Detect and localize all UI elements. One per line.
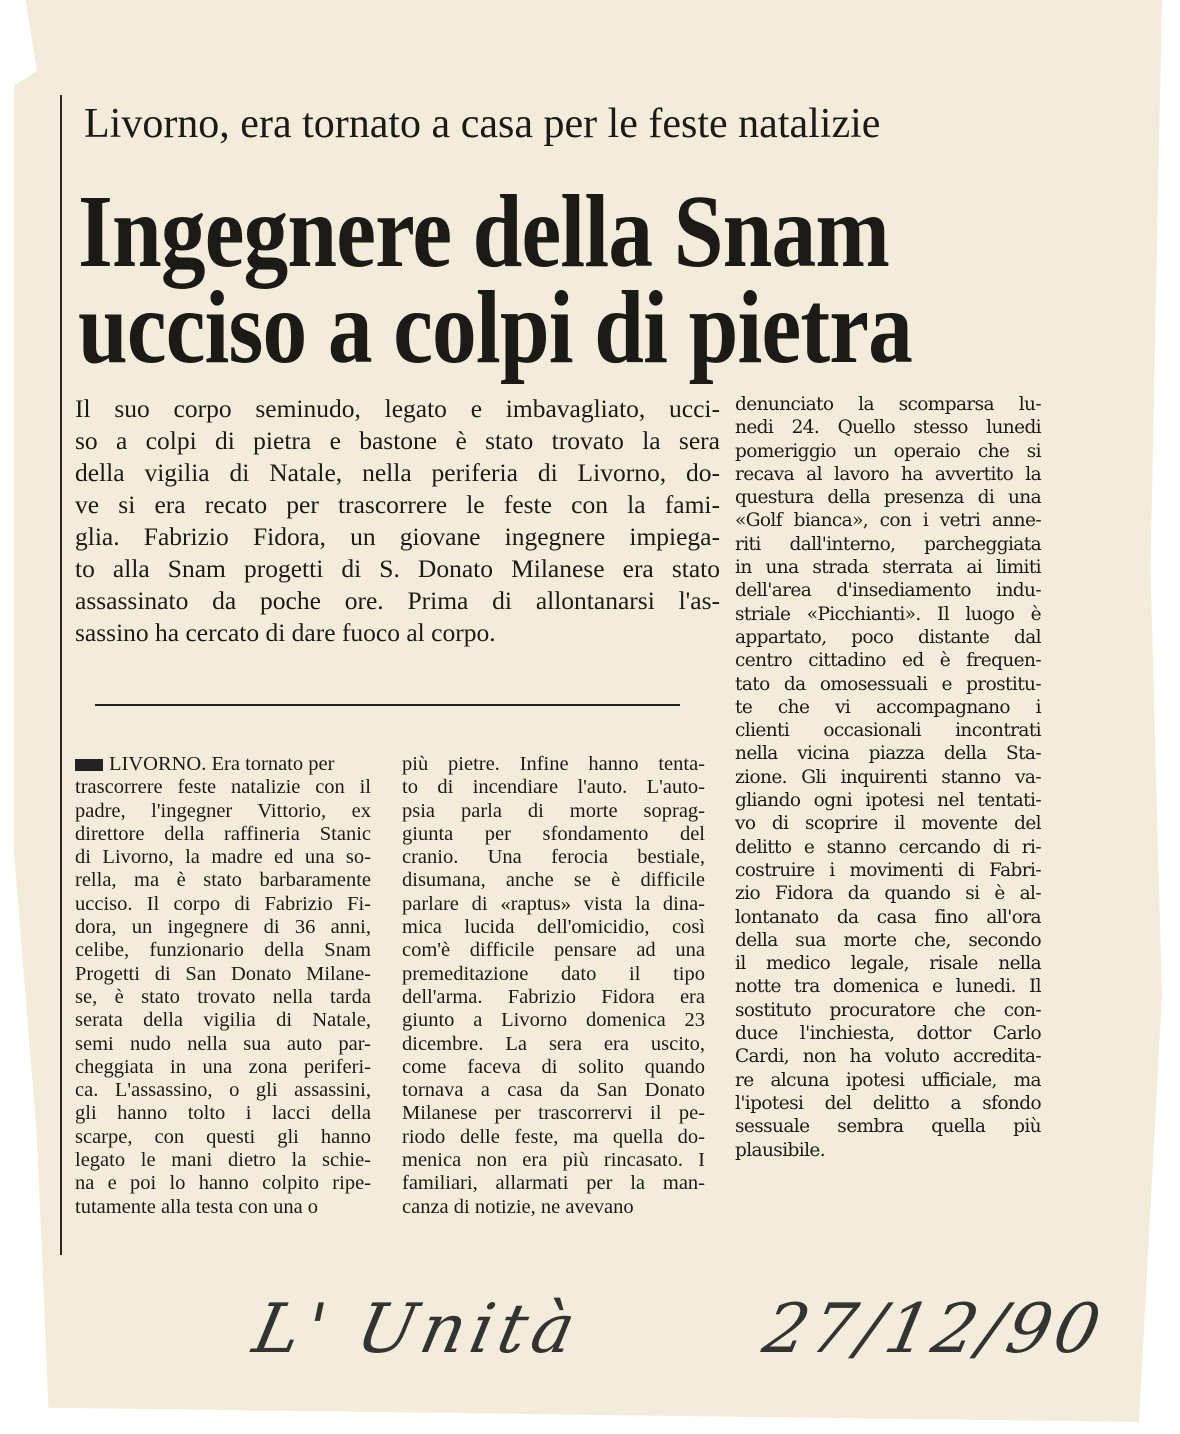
text-line: to di incendiare l'auto. L'auto- [402, 776, 705, 799]
text-line: cranio. Una ferocia bestiale, [402, 846, 705, 869]
text-line: dicembre. La sera era uscito, [402, 1032, 705, 1055]
text-line: zio Fidora da quando si è al- [735, 883, 1041, 905]
text-line: denunciato la scomparsa lu- [735, 394, 1041, 415]
text-line: plausibile. [735, 1139, 826, 1161]
text-line: dell'area d'insediamento indu- [735, 580, 1041, 602]
text-line: appartato, poco distante dal [735, 626, 1041, 648]
text-line: sassino ha cercato di dare fuoco al corpo. [75, 618, 496, 647]
text-line: giunta per sfondamento del [402, 822, 705, 845]
text-line: recava al lavoro ha avvertito la [735, 463, 1041, 485]
text-line: direttore della raffineria Stanic [75, 822, 371, 845]
text-line: costruire i movimenti di Fabri- [735, 859, 1041, 881]
text-line: zione. Gli inquirenti stanno va- [735, 766, 1041, 788]
text-line: scarpe, con questi gli hanno [75, 1125, 371, 1148]
lede [75, 393, 720, 649]
text-line: duce l'inchiesta, dottor Carlo [735, 1023, 1041, 1045]
text-line: cheggiata in una zona periferi- [75, 1055, 371, 1078]
text-line: menica non era più rincasato. I [402, 1149, 705, 1172]
text-line: striale «Picchianti». Il luogo è [735, 603, 1041, 625]
text-line: Milanese per trascorrervi il pe- [402, 1102, 705, 1125]
text-line: della vigilia di Natale, nella periferia di Livorno, do- [75, 458, 720, 487]
text-line: questura della presenza di una [735, 487, 1041, 509]
text-line: padre, l'ingegner Vittorio, ex [75, 799, 371, 822]
text-line: lontanato da casa fino all'ora [735, 906, 1041, 928]
text-line: mica lucida dell'omicidio, così [402, 916, 705, 939]
text-line: rella, ma è stato barbaramente [75, 869, 371, 892]
text-line: legato le mani dietro la schie- [75, 1149, 371, 1172]
text-line: psia parla di morte soprag- [402, 799, 705, 822]
text-line: nella vicina piazza della Sta- [735, 743, 1041, 765]
body-column-1 [75, 753, 371, 1219]
column-rule [60, 95, 62, 1255]
kicker: Livorno, era tornato a casa per le feste natalizie [84, 101, 881, 147]
text-line: pomeriggio un operaio che si [735, 440, 1041, 462]
text-line: come faceva di solito quando [402, 1055, 705, 1078]
text-line [75, 753, 371, 776]
text-line: disumana, anche se è difficile [402, 869, 705, 892]
text-line: giunto a Livorno domenica 23 [402, 1009, 705, 1032]
text-line: gli hanno tolto i lacci della [75, 1102, 371, 1125]
text-line: gliando ogni ipotesi nel tentati- [735, 790, 1041, 812]
text-line: serata della vigilia di Natale, [75, 1009, 371, 1032]
headline-line: Ingegnere della Snam [78, 174, 889, 289]
text-line: delitto e stanno cercando di ri- [735, 836, 1041, 858]
text-line: premeditazione dato il tipo [402, 962, 705, 985]
text-line: Progetti di San Donato Milane- [75, 962, 371, 985]
text-line: semi nudo nella sua auto par- [75, 1032, 371, 1055]
handwritten-date: 27/12/90 [756, 1290, 1111, 1369]
text-line: ve si era recato per trascorrere le feste con la fami- [75, 490, 720, 519]
text-line: re alcuna ipotesi ufficiale, ma [735, 1069, 1041, 1091]
text-line: della sua morte che, secondo [735, 929, 1041, 951]
text-line: sostituto procuratore che con- [735, 999, 1041, 1021]
text-line: l'ipotesi del delitto a sfondo [735, 1092, 1041, 1114]
dateline-block [75, 759, 103, 771]
text-line: centro cittadino ed è frequen- [735, 650, 1041, 672]
text-line: ca. L'assassino, o gli assassini, [75, 1079, 371, 1102]
text-line: nedi 24. Quello stesso lunedi [735, 417, 1041, 439]
text-line: il medico legale, risale nella [735, 953, 1041, 975]
text-line: ucciso. Il corpo di Fabrizio Fi- [75, 892, 371, 915]
text-line: tutamente alla testa con una o [75, 1195, 319, 1218]
text-line: in una strada sterrata ai limiti [735, 557, 1041, 579]
text-line: assassinato da poche ore. Prima di allontanarsi l'as- [75, 586, 720, 615]
text-line: Cardi, non ha voluto accredita- [735, 1046, 1041, 1068]
body-column-3 [735, 393, 1041, 1162]
text-line: vo di scoprire il movente del [735, 813, 1041, 835]
text-line: se, è stato trovato nella tarda [75, 985, 371, 1008]
text-line: Il suo corpo seminudo, legato e imbavagliato, ucci- [75, 394, 720, 423]
text-line: riodo delle feste, ma quella do- [402, 1125, 705, 1148]
text-line: parlare di «raptus» vista la dina- [402, 892, 705, 915]
text-line: com'è difficile pensare ad una [402, 939, 705, 962]
text-line: tato da omosessuali e prostitu- [735, 673, 1041, 695]
divider [95, 704, 680, 706]
text-line: na e poi lo hanno colpito ripe- [75, 1172, 371, 1195]
text-line: sessuale sembra quella più [735, 1116, 1041, 1138]
text-line: più pietre. Infine hanno tenta- [402, 753, 705, 775]
text-line: so a colpi di pietra e bastone è stato trovato la sera [75, 426, 720, 455]
text-line: notte tra domenica e lunedi. Il [735, 976, 1041, 998]
handwritten-source: L' Unità [246, 1290, 588, 1369]
text-line: canza di notizie, ne avevano [402, 1195, 634, 1218]
text-line: «Golf bianca», con i vetri anne- [735, 510, 1041, 532]
text-line: familiari, allarmati per la man- [402, 1172, 705, 1195]
text-line: te che vi accompagnano i [735, 696, 1041, 718]
dateline-text: LIVORNO. Era tornato per [109, 753, 335, 775]
headline-line: ucciso a colpi di pietra [78, 270, 912, 385]
text-line: trascorrere feste natalizie con il [75, 776, 371, 799]
text-line: to alla Snam progetti di S. Donato Milanese era stato [75, 554, 720, 583]
text-line: di Livorno, la madre ed una so- [75, 846, 371, 869]
text-line: tornava a casa da San Donato [402, 1079, 705, 1102]
text-line: dora, un ingegnere di 36 anni, [75, 916, 371, 939]
text-line: glia. Fabrizio Fidora, un giovane ingegnere impiega- [75, 522, 720, 551]
text-line: clienti occasionali incontrati [735, 720, 1041, 742]
body-column-2 [402, 753, 705, 1219]
text-line: celibe, funzionario della Snam [75, 939, 371, 962]
text-line: dell'arma. Fabrizio Fidora era [402, 985, 705, 1008]
text-line: riti dall'interno, parcheggiata [735, 533, 1041, 555]
